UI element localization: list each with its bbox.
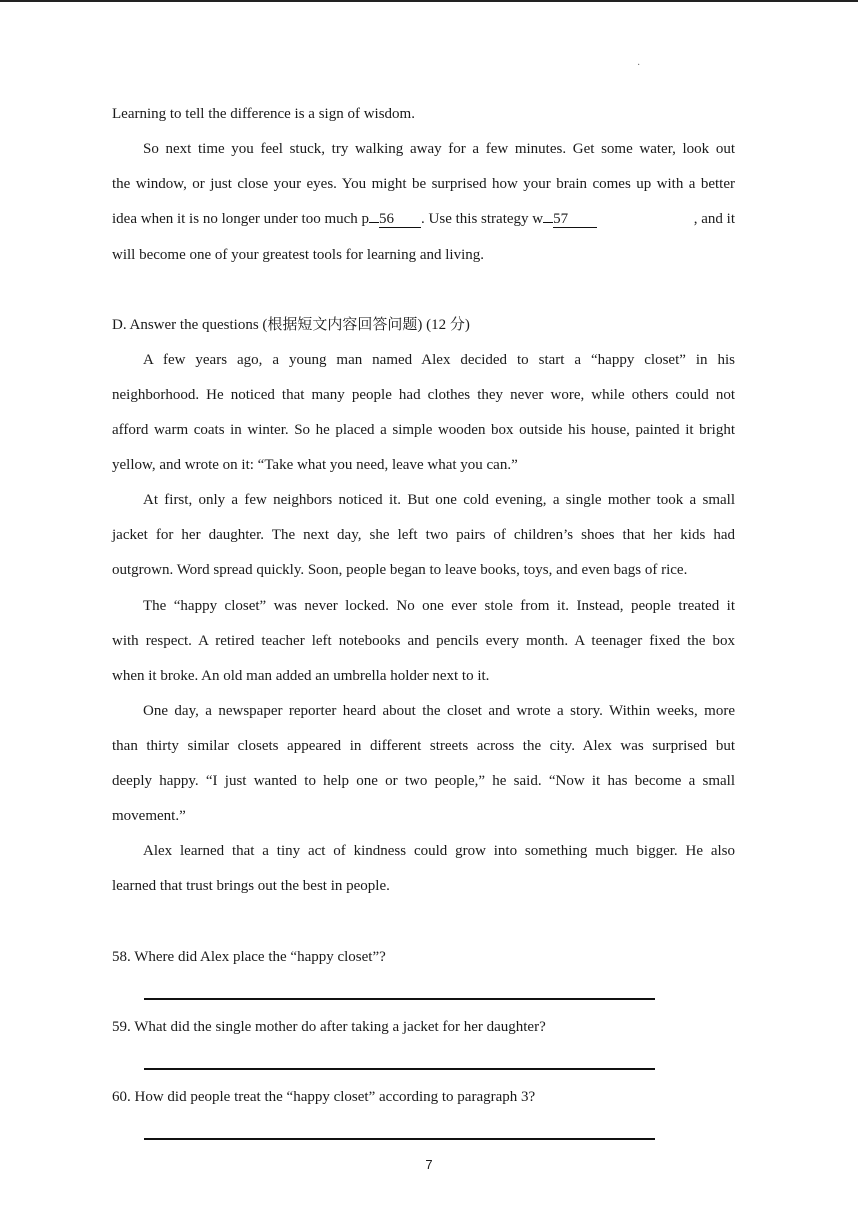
- question-59: 59. What did the single mother do after taking a jacket for her daughter?: [112, 1019, 546, 1035]
- passage-line: afford warm coats in winter. So he placed a simple wooden box outside his house, painted it bright: [112, 422, 735, 438]
- passage-line: yellow, and wrote on it: “Take what you need, leave what you can.”: [112, 457, 518, 473]
- passage-line: the window, or just close your eyes. You might be surprised how your brain comes up with a better: [112, 176, 735, 192]
- passage-line: outgrown. Word spread quickly. Soon, people began to leave books, toys, and even bags of rice.: [112, 562, 688, 578]
- passage-line: when it broke. An old man added an umbrella holder next to it.: [112, 668, 490, 684]
- passage-line-with-blanks: [112, 209, 735, 229]
- passage-line: jacket for her daughter. The next day, she left two pairs of children’s shoes that her kids had: [112, 527, 735, 543]
- page-number: 7: [425, 1157, 433, 1172]
- top-border-rule: [0, 0, 858, 2]
- passage-line: learned that trust brings out the best in people.: [112, 878, 390, 894]
- blank-line: [369, 222, 379, 223]
- section-heading: D. Answer the questions (根据短文内容回答问题) (12 分): [112, 317, 470, 333]
- blank-57[interactable]: [553, 211, 597, 228]
- passage-line: At first, only a few neighbors noticed it. But one cold evening, a single mother took a small: [143, 492, 735, 508]
- passage-line: Alex learned that a tiny act of kindness could grow into something much bigger. He also: [143, 843, 735, 859]
- passage-line: will become one of your greatest tools for learning and living.: [112, 247, 484, 263]
- passage-line: deeply happy. “I just wanted to help one or two people,” he said. “Now it has become a small: [112, 773, 735, 789]
- text-segment: . Use this strategy w: [421, 211, 544, 227]
- passage-line: The “happy closet” was never locked. No one ever stole from it. Instead, people treated it: [143, 598, 735, 614]
- passage-line: So next time you feel stuck, try walking away for a few minutes. Get some water, look out: [143, 141, 735, 157]
- blank-line: [543, 222, 553, 223]
- question-58: 58. Where did Alex place the “happy closet”?: [112, 949, 386, 965]
- blank-56[interactable]: [379, 211, 421, 228]
- blank-number: 57: [553, 211, 569, 227]
- passage-line: with respect. A retired teacher left notebooks and pencils every month. A teenager fixed the box: [112, 633, 735, 649]
- passage-line: A few years ago, a young man named Alex decided to start a “happy closet” in his: [143, 352, 735, 368]
- decorative-dot: ·: [637, 60, 641, 71]
- answer-line-58[interactable]: [144, 998, 655, 1000]
- passage-line: Learning to tell the difference is a sign of wisdom.: [112, 106, 415, 122]
- blank-number: 56: [379, 211, 395, 227]
- passage-line: movement.”: [112, 808, 186, 824]
- passage-line: neighborhood. He noticed that many people had clothes they never wore, while others could not: [112, 387, 735, 403]
- question-60: 60. How did people treat the “happy closet” according to paragraph 3?: [112, 1089, 536, 1105]
- answer-line-60[interactable]: [144, 1138, 655, 1140]
- text-segment: idea when it is no longer under too much p: [112, 211, 370, 227]
- passage-line: than thirty similar closets appeared in different streets across the city. Alex was surprised but: [112, 738, 735, 754]
- answer-line-59[interactable]: [144, 1068, 655, 1070]
- text-segment: , and it: [693, 211, 735, 227]
- passage-line: One day, a newspaper reporter heard about the closet and wrote a story. Within weeks, more: [143, 703, 735, 719]
